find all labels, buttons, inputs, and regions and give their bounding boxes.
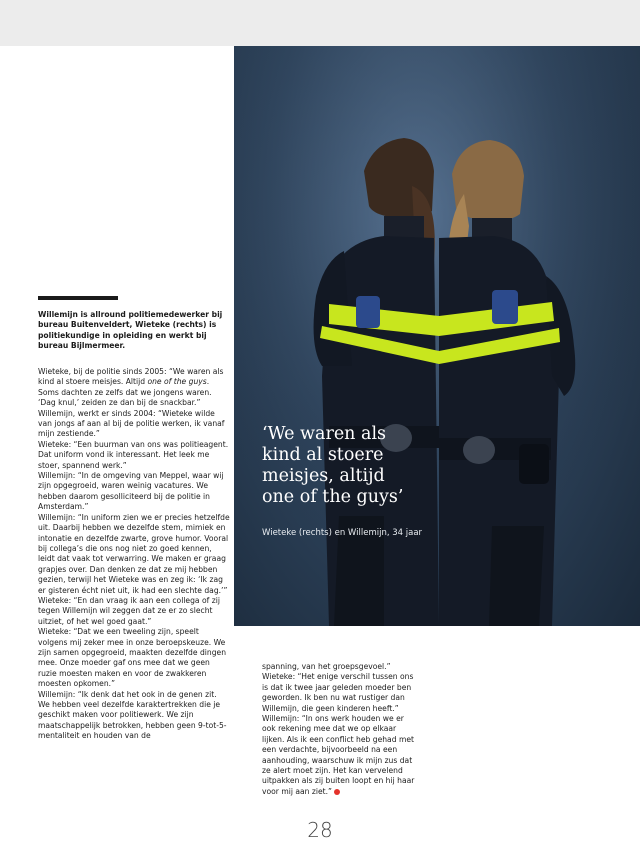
- paragraph: Willemijn: “In de omgeving van Meppel, waar wij zijn opgegroeid, waren weinig vacatures. We hebben daarom gesolliciteerd bij de politie in Amsterdam.”: [38, 471, 224, 512]
- paragraph: [262, 714, 418, 797]
- police-officers-illustration: [234, 46, 640, 626]
- paragraph: Willemijn: “In uniform zien we er precies hetzelfde uit. Daarbij hebben we dezelfde stem, mimiek en intonatie en dezelfde zwarte, grove humor. Vooral bij collega’s die ons nog niet zo goed kennen, leidt dat vaak tot verwarring. We maken er graag grapjes over. Dan denken ze dat ze mij hebben gezien, terwijl het Wieteke was en zeg ik: ‘Ik zag er gisteren écht niet uit, ik had een slechte dag.’”: [38, 512, 230, 595]
- paragraph: spanning, van het groepsgevoel.”: [262, 662, 391, 671]
- body-column-2: [262, 662, 418, 797]
- page-number: 28: [307, 818, 333, 842]
- paragraph: Willemijn, werkt er sinds 2004: “Wieteke wilde van jongs af aan al bij de politie werken, ik vanaf mijn zestiende.”: [38, 408, 225, 439]
- paragraph: Wieteke: “En dan vraag ik aan een collega of zij tegen Willemijn wil zeggen dat ze er zo slecht uitziet, of het wel goed gaat.”: [38, 595, 220, 626]
- paragraph: Wieteke: “Het enige verschil tussen ons is dat ik twee jaar geleden moeder ben geworden. Ik ben nu wat rustiger dan Willemijn, die geen kinderen heeft.”: [262, 672, 414, 713]
- badge-left: [356, 296, 380, 328]
- badge-right: [492, 290, 518, 324]
- section-rule: [38, 296, 118, 300]
- intro-text: Willemijn is allround politiemedewerker bij bureau Buitenveldert, Wieteke (rechts) is politiekundige in opleiding en werkt bij bureau Bijlmermeer.: [38, 310, 223, 351]
- photo-police-twins: [234, 46, 640, 626]
- photo-caption: Wieteke (rechts) en Willemijn, 34 jaar: [262, 528, 423, 538]
- text-run: Wieteke, bij de politie sinds 2005: “We waren als kind al stoere meisjes. Altijd: [38, 367, 224, 387]
- paragraph: Wieteke: “Een buurman van ons was politieagent. Dat uniform vond ik interessant. Het leek me stoer, spannend werk.”: [38, 439, 229, 470]
- paragraph: Willemijn: “Ik denk dat het ook in de genen zit. We hebben veel dezelfde karaktertrekken die je geschikt maken voor politiewerk. We zijn maatschappelijk betrokken, hebben geen 9-tot-5-mentaliteit en houden van de: [38, 689, 227, 741]
- text-run: . Soms dachten ze zelfs dat we jongens waren. ‘Dag knul,’ zeiden ze dan bij de snackbar.”: [38, 377, 212, 408]
- paragraph: Wieteke: “Dat we een tweeling zijn, speelt volgens mij zeker mee in onze beroepskeuze. We zijn samen opgegroeid, maakten dezelfde dingen mee. Onze moeder gaf ons mee dat we geen ruzie moesten maken en voor de zwakkeren moesten opkomen.”: [38, 627, 227, 689]
- end-mark-icon: [334, 789, 340, 795]
- body-column-1: [38, 367, 230, 742]
- italic-text: one of the guys: [147, 377, 207, 387]
- top-bar: [0, 0, 640, 46]
- pull-quote: ‘We waren als kind al stoere meisjes, altijd one of the guys’: [262, 424, 404, 507]
- paragraph: [38, 367, 230, 409]
- text-run: Willemijn: “In ons werk houden we er ook rekening mee dat we op elkaar lijken. Als ik een conflict heb gehad met een verdachte, bijvoorbeeld na een aanhouding, waarschuw ik mijn zus dat ze alert moet zijn. Het kan vervelend uitpakken als zij buiten loopt en hij haar voor mij aan ziet.”: [262, 714, 415, 796]
